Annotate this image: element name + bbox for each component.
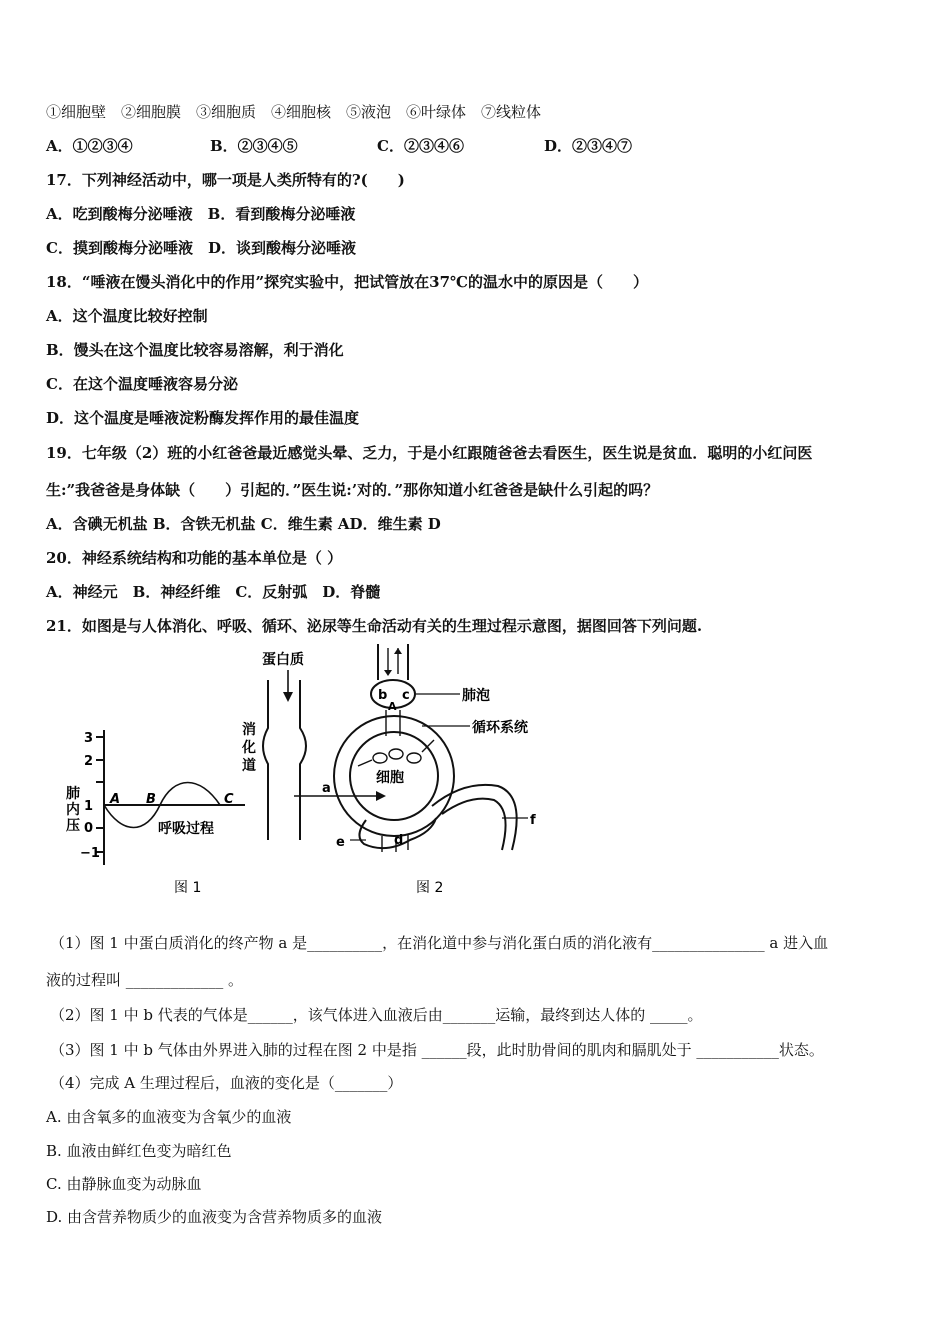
tick-label-2: 2 [84,754,94,769]
q16-items: ①细胞壁 ②细胞膜 ③细胞质 ④细胞核 ⑤液泡 ⑥叶绿体 ⑦线粒体 [46,103,542,121]
q21-option-c[interactable]: C. 由静脉血变为动脉血 [46,1175,202,1193]
q17-options-cd[interactable]: C．摸到酸梅分泌唾液 D．谈到酸梅分泌唾液 [46,239,356,257]
label-e: e [336,835,345,850]
arrow-down-icon [384,670,392,676]
q21-sub2: （2）图 1 中 b 代表的气体是______，该气体进入血液后由_______运输，最终到达人体的 _____。 [50,1006,703,1024]
figure-1-caption: 图 1 [174,880,202,896]
q16-option-b[interactable]: B．②③④⑤ [210,137,298,155]
q18-stem: 18．“唾液在馒头消化中的作用”探究实验中，把试管放在37℃的温水中的原因是（ ） [46,273,648,291]
label-d: d [394,833,404,848]
tick-label-3: 3 [84,731,94,746]
label-a: a [322,781,331,796]
y-label-c1: 肺 [66,786,80,802]
digestive-tract-label: 消化道 [242,722,256,774]
q17-options-ab[interactable]: A．吃到酸梅分泌唾液 B．看到酸梅分泌唾液 [46,205,356,223]
figure-2-caption: 图 2 [416,880,444,896]
digestive-tract [263,680,306,840]
q19-stem-line1: 19．七年级（2）班的小红爸爸最近感觉头晕、乏力，于是小红跟随爸爸去看医生，医生说是贫血．聪明的小红问医 [46,444,813,462]
q16-option-d[interactable]: D．②③④⑦ [544,137,633,155]
gas-exchange-arrows [358,710,434,766]
label-c: c [402,688,410,703]
y-label-c2: 内 [66,802,80,818]
tick-label-neg1: −1 [80,846,100,861]
tick-label-1: 1 [84,799,94,814]
q21-sub1-line2: 液的过程叫 _____________ 。 [46,971,244,989]
cell-label: 细胞 [376,770,404,786]
q16-option-a[interactable]: A．①②③④ [46,137,133,155]
y-label-c3: 压 [66,818,80,834]
q21-sub4: （4）完成 A 生理过程后，血液的变化是（_______） [50,1074,403,1092]
q19-stem-line2: 生:”我爸爸是身体缺（ ）引起的．”医生说:’对的．”那你知道小红爸爸是缺什么引起的吗？ [46,481,659,499]
q18-option-b[interactable]: B．馒头在这个温度比较容易溶解，利于消化 [46,341,344,359]
protein-label: 蛋白质 [262,652,304,668]
q21-sub1-line1: （1）图 1 中蛋白质消化的终产物 a 是__________，在消化道中参与消化蛋白质的消化液有_______________ a 进入血 [50,934,829,952]
q21-option-a[interactable]: A. 由含氧多的血液变为含氧少的血液 [46,1108,292,1126]
alveolus-label: 肺泡 [462,688,490,704]
y-axis-label [66,785,85,834]
arrow-up-icon [394,648,402,654]
label-A: A [388,700,397,713]
tick-label-0: 0 [84,821,94,836]
q18-option-a[interactable]: A．这个温度比较好控制 [46,307,208,325]
arrow-down-icon [283,692,293,702]
q21-stem: 21．如图是与人体消化、呼吸、循环、泌尿等生命活动有关的生理过程示意图，据图回答下列问题. [46,617,703,635]
point-label-a: A [110,792,121,807]
q20-stem: 20．神经系统结构和功能的基本单位是（ ） [46,549,343,567]
figure-1-lung-pressure [60,720,260,900]
q19-options[interactable]: A．含碘无机盐 B．含铁无机盐 C．维生素 AD．维生素 D [46,515,441,533]
arrow-right-icon [376,791,386,801]
q21-option-d[interactable]: D. 由含营养物质少的血液变为含营养物质多的血液 [46,1208,383,1226]
q16-option-c[interactable]: C．②③④⑥ [377,137,464,155]
figure-2-physiology [236,640,556,902]
circulation-label: 循环系统 [472,720,528,736]
q21-option-b[interactable]: B. 血液由鲜红色变为暗红色 [46,1142,232,1160]
point-label-c: C [224,792,234,807]
label-f: f [530,813,536,828]
x-axis-label: 呼吸过程 [158,821,214,837]
q18-option-c[interactable]: C．在这个温度唾液容易分泌 [46,375,238,393]
q16-options [46,136,632,156]
point-label-b: B [146,792,156,807]
q18-option-d[interactable]: D．这个温度是唾液淀粉酶发挥作用的最佳温度 [46,409,360,427]
q17-stem: 17．下列神经活动中，哪一项是人类所特有的?( ) [46,171,405,189]
q21-sub3: （3）图 1 中 b 气体由外界进入肺的过程在图 2 中是指 ______段，此时肋骨间的肌肉和膈肌处于 ___________状态。 [50,1041,824,1059]
q20-options[interactable]: A．神经元 B．神经纤维 C．反射弧 D．脊髓 [46,583,381,601]
label-b: b [378,688,388,703]
